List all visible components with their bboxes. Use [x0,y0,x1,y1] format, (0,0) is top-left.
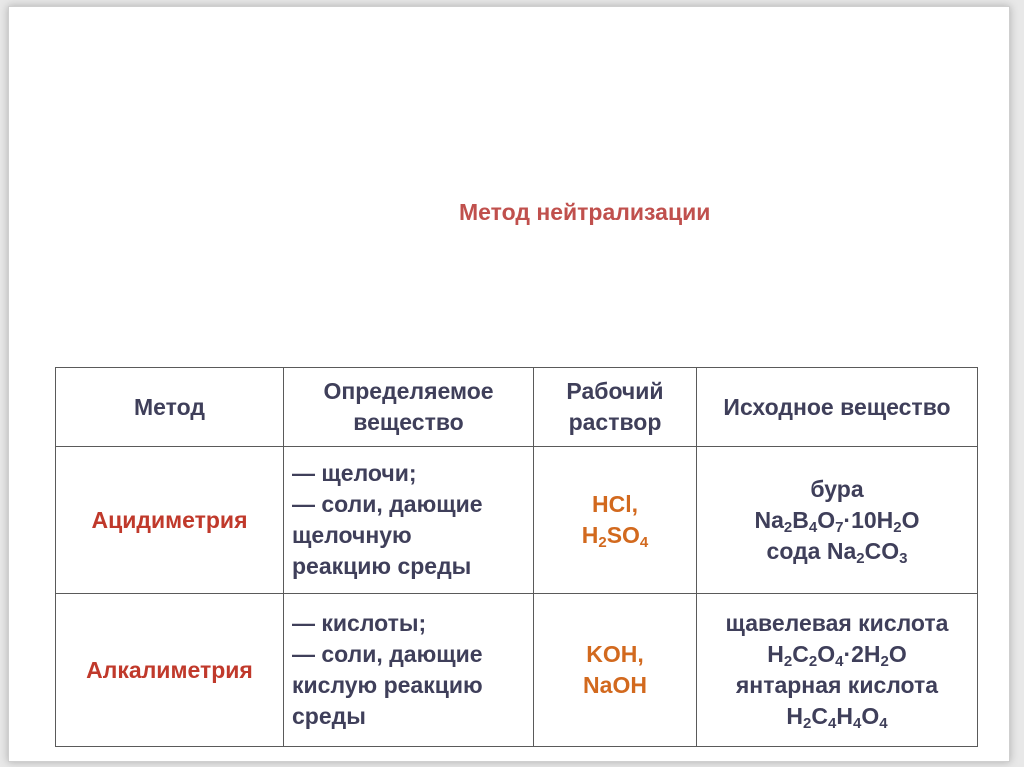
source-name: янтарная кислота [735,672,939,698]
working-solution-cell [534,594,697,747]
reagent-formula: HCl, [592,491,638,517]
source-substance-cell [697,594,978,747]
determined-substance-cell [284,594,534,747]
substance-line: — кислоты; [292,610,427,636]
source-formula: $Na_2B_4O_7\cdot 10H_2O$ [754,506,920,536]
header-substance: Определяемое вещество [284,368,534,447]
method-alkalimetry: Алкалиметрия [56,594,284,747]
substance-line: реакцию среды [292,553,472,579]
slide-title: Метод нейтрализации [459,199,711,225]
table-row [56,594,978,747]
source-formula: $H_2C_2O_4\cdot 2H_2O$ [767,641,907,670]
source-name: щавелевая кислота [725,610,949,636]
slide [8,6,1010,762]
header-method: Метод [56,368,284,447]
table-header-row [56,368,978,447]
source-substance-cell [697,447,978,594]
substance-line: среды [292,703,366,729]
substance-line: кислую реакцию [292,672,483,698]
substance-line: — щелочи; [292,460,417,486]
substance-line: — соли, дающие [292,641,483,667]
neutralization-table [55,367,978,747]
working-solution-cell [534,447,697,594]
table-row [56,447,978,594]
determined-substance-cell [284,447,534,594]
substance-line: щелочную [292,522,412,548]
reagent-formula: $H_2SO_4$ [581,522,649,551]
reagent-formula: NaOH [583,672,647,698]
header-working-solution: Рабочий раствор [534,368,697,447]
reagent-formula: KOH, [586,641,644,667]
source-name: бура [810,475,864,502]
method-acidimetry: Ацидиметрия [56,447,284,594]
header-source-substance: Исходное вещество [697,368,978,447]
source-name: сода $Na_2CO_3$ [766,537,908,567]
substance-line: — соли, дающие [292,491,483,517]
source-formula: $H_2C_4H_4O_4$ [786,703,888,732]
